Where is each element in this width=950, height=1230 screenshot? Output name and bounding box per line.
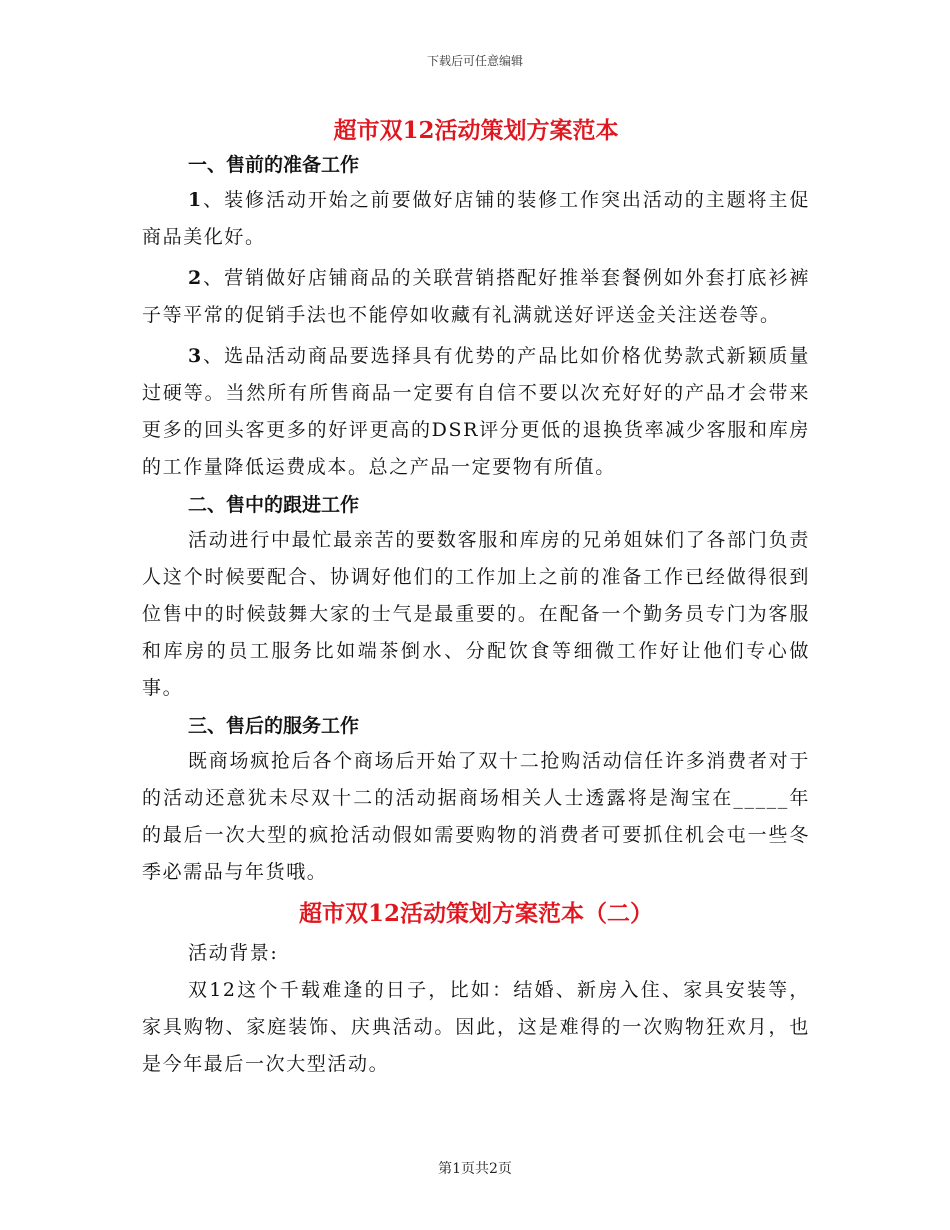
document-title: 超市双12活动策划方案范本	[333, 117, 619, 144]
section-heading-after-sale: 三、售后的服务工作	[188, 715, 360, 737]
item-text: 、选品活动商品要选择具有优势的产品比如价格优势款式新颖质量过硬等。当然所有所售商品一定要有自信不要以次充好好的产品才会带来更多的回头客更多的好评更高的DSR评分更低的退换货率减少客服和库房的工作量降低运费成本。总之产品一定要物有所值。	[142, 345, 810, 478]
item-text: 、营销做好店铺商品的关联营销搭配好推举套餐例如外套打底衫裤子等平常的促销手法也不能停如收藏有礼满就送好评送金关注送卷等。	[142, 267, 810, 326]
document-title-part-two: 超市双12活动策划方案范本（二）	[298, 900, 653, 927]
list-item-marketing	[142, 260, 810, 334]
header-note: 下载后可任意编辑	[426, 54, 523, 68]
list-item-product-selection	[142, 338, 810, 486]
list-item-decoration	[142, 182, 810, 256]
page-footer: 第1页共2页	[438, 1161, 512, 1177]
paragraph-background: 双12这个千载难逢的日子，比如：结婚、新房入住、家具安装等，家具购物、家庭装饰、庆典活动。因此，这是难得的一次购物狂欢月，也是今年最后一次大型活动。	[142, 979, 810, 1075]
item-number: 2	[188, 267, 203, 289]
item-number: 3	[188, 345, 203, 367]
item-text: 、装修活动开始之前要做好店铺的装修工作突出活动的主题将主促商品美化好。	[142, 189, 810, 248]
paragraph-after-sale: 既商场疯抢后各个商场后开始了双十二抢购活动信任许多消费者对于的活动还意犹未尽双十二的活动据商场相关人士透露将是淘宝在_____年的最后一次大型的疯抢活动假如需要购物的消费者可要抓住机会屯一些冬季必需品与年货哦。	[142, 750, 810, 883]
section-heading-presale: 一、售前的准备工作	[188, 154, 360, 176]
paragraph-during-sale: 活动进行中最忙最亲苦的要数客服和库房的兄弟姐妹们了各部门负责人这个时候要配合、协调好他们的工作加上之前的准备工作已经做得很到位售中的时候鼓舞大家的士气是最重要的。在配备一个勤务员专门为客服和库房的员工服务比如端茶倒水、分配饮食等细微工作好让他们专心做事。	[142, 529, 810, 699]
section-heading-during-sale: 二、售中的跟进工作	[188, 494, 360, 516]
document-body	[142, 108, 810, 1083]
background-label: 活动背景:	[188, 942, 279, 964]
item-number: 1	[188, 189, 203, 211]
